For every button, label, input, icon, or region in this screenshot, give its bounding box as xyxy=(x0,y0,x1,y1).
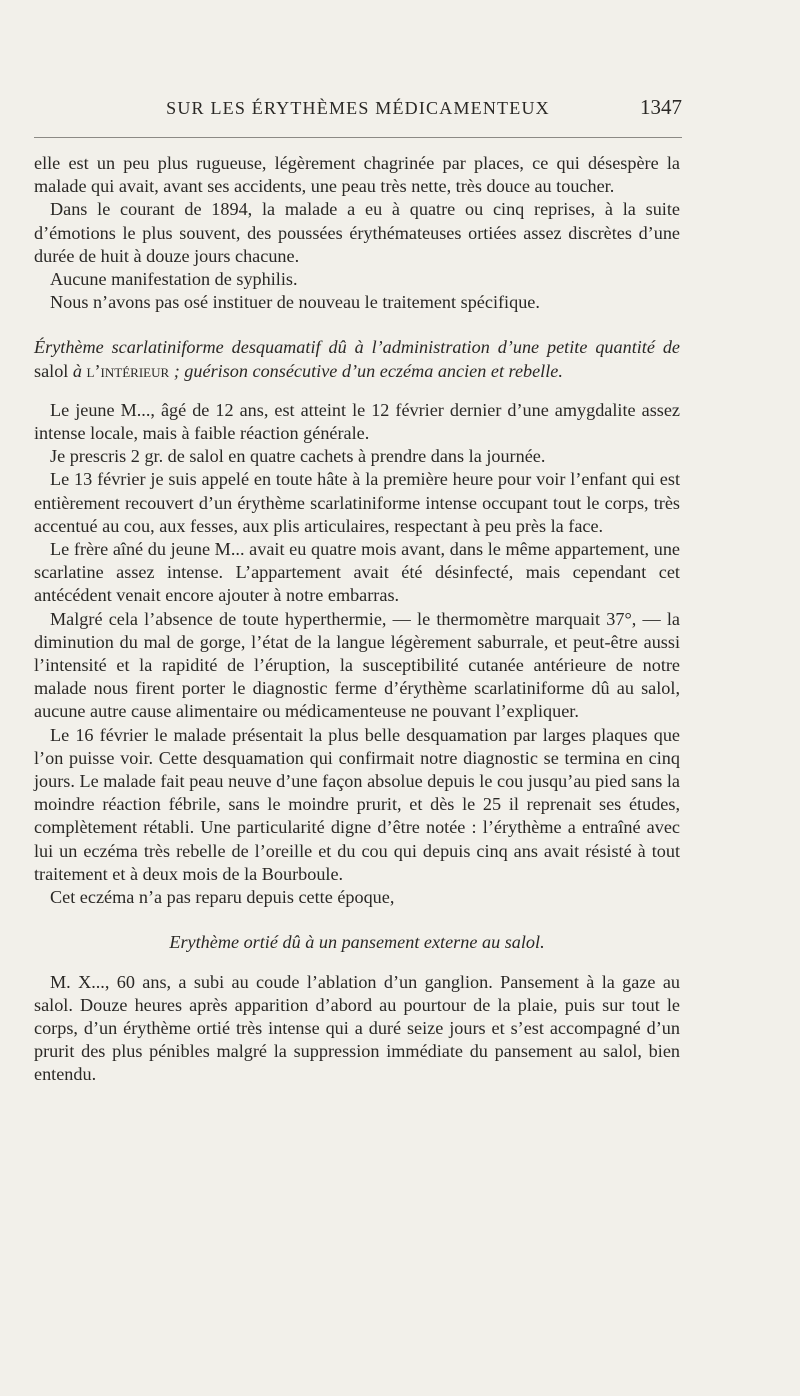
heading-part: à xyxy=(72,360,82,381)
paragraph: Je prescris 2 gr. de salol en quatre cachets à prendre dans la journée. xyxy=(50,446,546,467)
section-heading: Erythème ortié dû à un pansement externe au salol. xyxy=(169,932,545,953)
section-heading xyxy=(34,336,680,382)
paragraph: Malgré cela l’absence de toute hyperthermie, — le thermomètre marquait 37°, — la diminution du mal de gorge, l’état de la langue légèrement saburrale, et peut-être aussi l’intensité et la rapidité de l’éruption, la susceptibilité cutanée antérieure de notre malade nous firent porter le diagnostic ferme d’érythème scarlatiniforme dû au salol, aucune autre cause alimentaire ou médicamenteuse ne pouvant l’expliquer. xyxy=(34,608,680,722)
page-body xyxy=(34,152,680,1087)
paragraph: elle est un peu plus rugueuse, légèrement chagrinée par places, ce qui désespère la malade qui avait, avant ses accidents, une peau très nette, très douce au toucher. xyxy=(34,153,680,197)
paragraph: Cet eczéma n’a pas reparu depuis cette époque, xyxy=(50,887,395,908)
paragraph: Le 16 février le malade présentait la plus belle desquamation par larges plaques que l’on puisse voir. Cette desquamation qui confirmait notre diagnostic se termina en cinq jours. Le malade fait peau neuve d’une façon absolue depuis le cou jusqu’au pied sans la moindre réaction fébrile, sans le moindre prurit, et dès le 25 il reprenait ses études, complètement rétabli. Une particularité digne d’être notée : l’érythème a entraîné avec lui un eczéma très rebelle de l’oreille et du cou qui depuis cinq ans avait résisté à tout traitement et à deux mois de la Bourboule. xyxy=(34,724,680,884)
spacer xyxy=(34,909,680,931)
heading-salol: salol xyxy=(34,360,69,381)
spacer xyxy=(34,314,680,336)
paragraph: M. X..., 60 ans, a subi au coude l’ablation d’un ganglion. Pansement à la gaze au salol. Douze heures après apparition d’abord au pourtour de la plaie, puis sur tout le corps, d’un érythème ortié très intense qui a duré seize jours et s’est accompagné d’un prurit des plus pénibles malgré la suppression immédiate du pansement au salol, bien entendu. xyxy=(34,971,680,1085)
paragraph: Dans le courant de 1894, la malade a eu à quatre ou cinq reprises, à la suite d’émotions le plus souvent, des poussées érythémateuses ortiées assez discrètes d’une durée de huit à douze jours chacune. xyxy=(34,199,680,266)
header-rule xyxy=(34,137,682,138)
running-header xyxy=(34,95,682,128)
paragraph: Nous n’avons pas osé instituer de nouveau le traitement spécifique. xyxy=(50,292,540,313)
heading-interieur: l’intérieur xyxy=(86,360,170,381)
paragraph: Le jeune M..., âgé de 12 ans, est atteint le 12 février dernier d’une amygdalite assez intense locale, mais à faible réaction générale. xyxy=(34,399,680,444)
heading-part: Érythème scarlatiniforme desquamatif dû à l’administration d’une petite quantité de xyxy=(34,337,680,358)
heading-part: ; guérison consécutive d’un eczéma ancien et rebelle. xyxy=(173,360,563,381)
page-number: 1347 xyxy=(640,95,682,119)
paragraph: Le 13 février je suis appelé en toute hâte à la première heure pour voir l’enfant qui est entièrement recouvert d’un érythème scarlatiniforme intense occupant tout le corps, très accentué au cou, aux fesses, aux plis articulaires, respectant à peu près la face. xyxy=(34,469,680,536)
running-title: SUR LES ÉRYTHÈMES MÉDICAMENTEUX xyxy=(166,98,550,118)
spacer xyxy=(34,383,680,399)
spacer xyxy=(34,955,680,971)
paragraph: Le frère aîné du jeune M... avait eu quatre mois avant, dans le même appartement, une scarlatine assez intense. L’appartement avait été désinfecté, mais cependant cet antécédent venait encore ajouter à notre embarras. xyxy=(34,539,680,606)
paragraph: Aucune manifestation de syphilis. xyxy=(50,269,298,290)
